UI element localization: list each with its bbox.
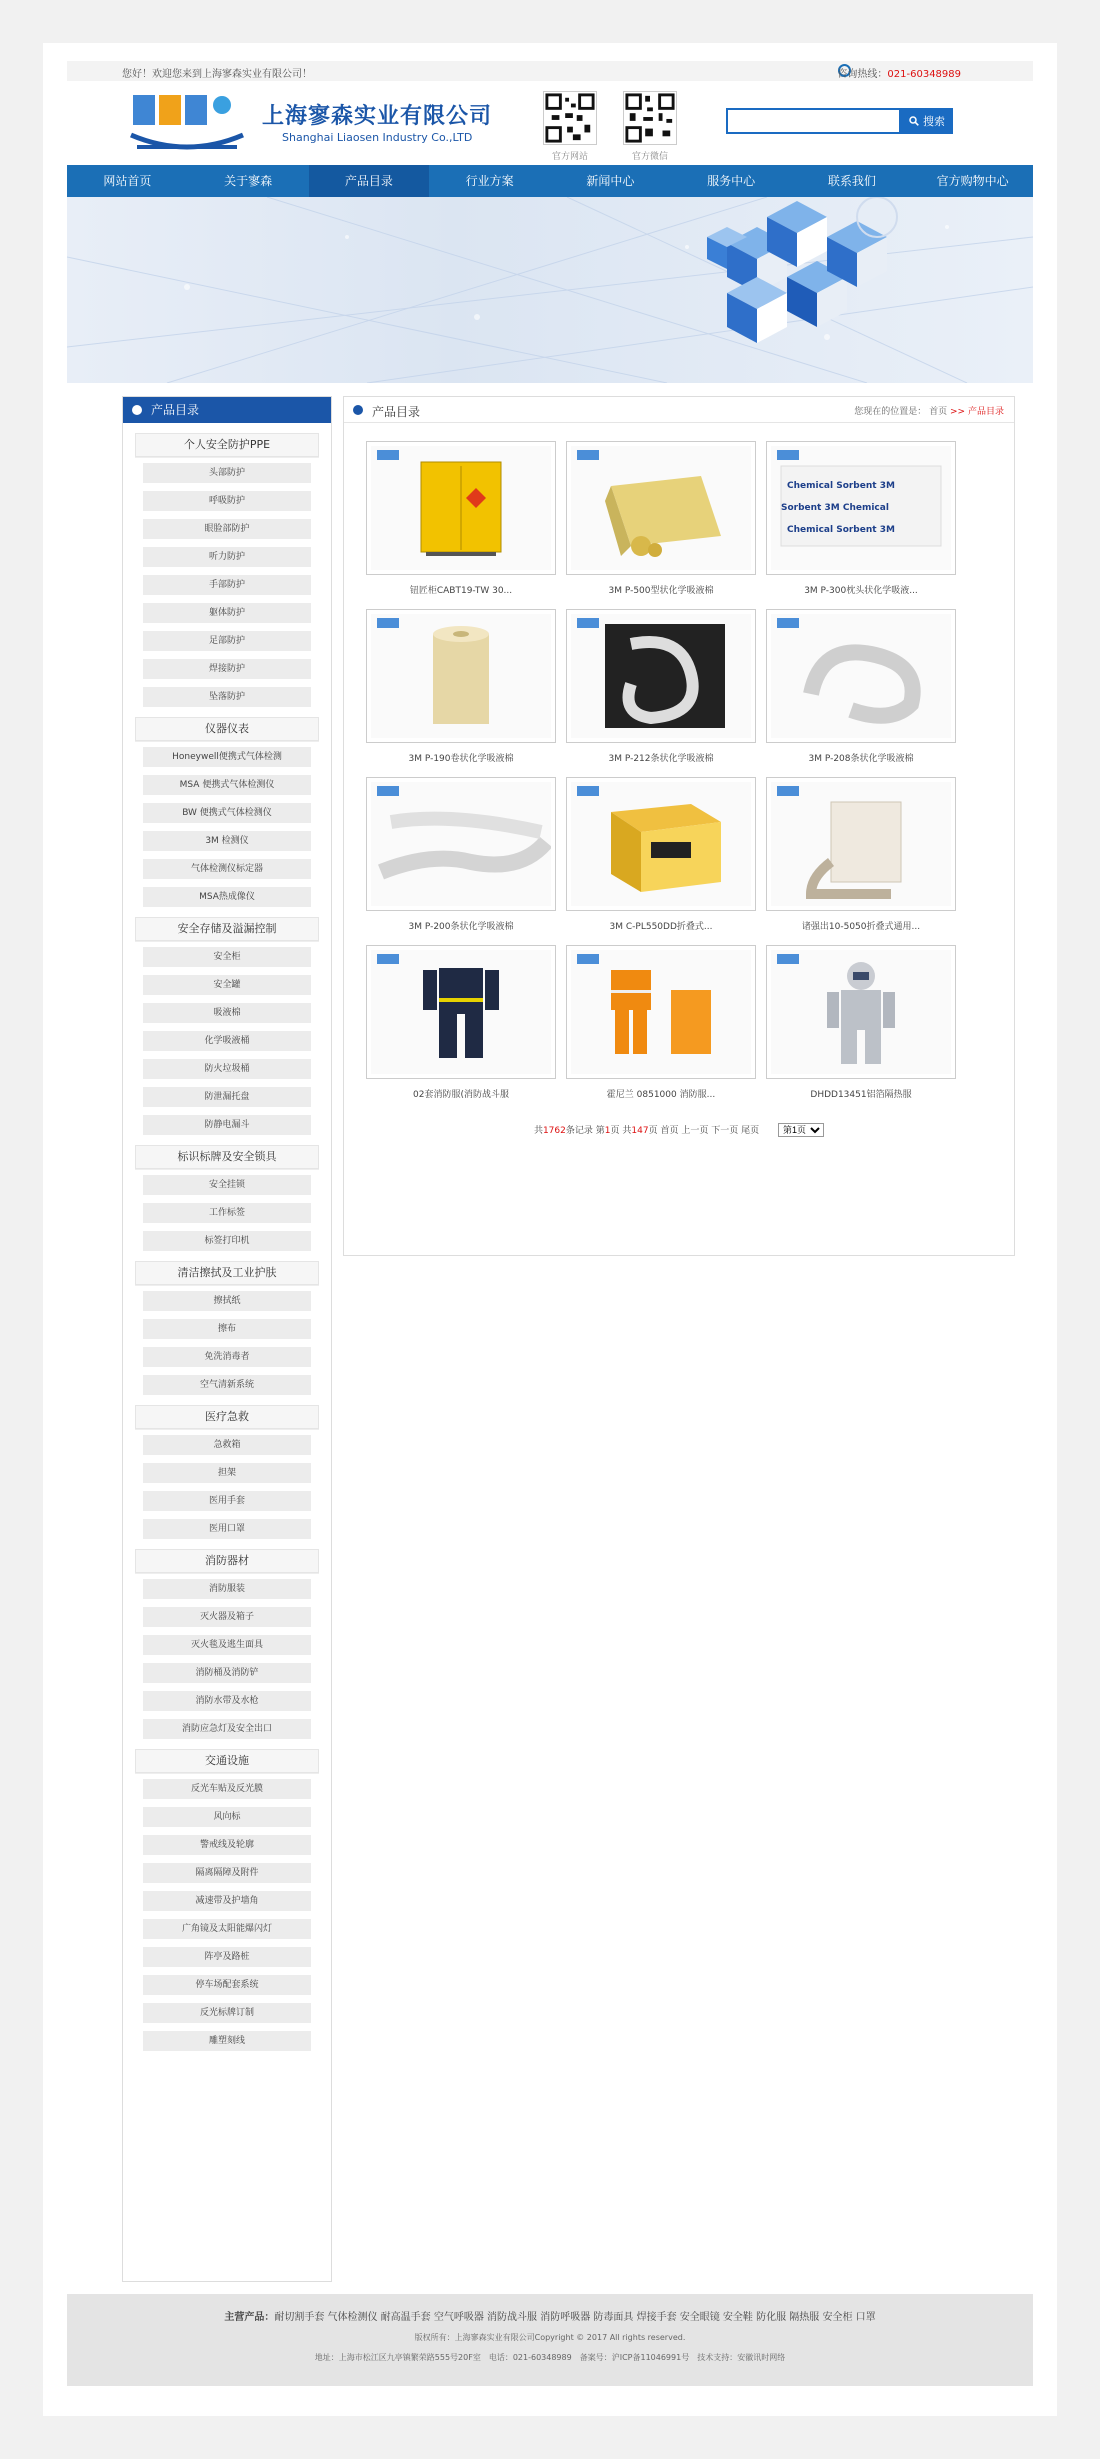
footer-copyright: 版权所有：上海寥森实业有限公司Copyright © 2017 All rights reserved.: [414, 2333, 686, 2342]
footer-products-label: 主营产品：: [224, 2312, 275, 2323]
sidebar-item[interactable]: 3M 检测仪: [143, 831, 311, 851]
sidebar-item[interactable]: 急救箱: [143, 1435, 311, 1455]
sidebar-item[interactable]: 安全挂锁: [143, 1175, 311, 1195]
product-caption[interactable]: DHDD13451铝箔隔热服: [810, 1090, 912, 1100]
product-card[interactable]: [366, 777, 556, 932]
pager-text: 条记录: [565, 1126, 593, 1136]
banner: [67, 197, 1033, 383]
product-illustration: [571, 446, 751, 570]
product-image-inner: [371, 446, 551, 570]
product-card[interactable]: [766, 609, 956, 764]
sidebar-item[interactable]: 躯体防护: [143, 603, 311, 623]
sidebar-item[interactable]: 隔离隔障及附件: [143, 1863, 311, 1883]
product-caption[interactable]: 3M P-300枕头状化学吸液...: [804, 586, 918, 596]
sidebar-item[interactable]: 手部防护: [143, 575, 311, 595]
product-card[interactable]: [566, 609, 756, 764]
nav-item[interactable]: 网站首页: [103, 174, 152, 188]
product-illustration: [771, 950, 951, 1074]
product-image-inner: [571, 614, 751, 738]
product-illustration: [571, 782, 751, 906]
sidebar-category[interactable]: 消防器材: [135, 1549, 319, 1573]
product-image[interactable]: [766, 441, 956, 575]
page: [43, 43, 1057, 2416]
product-image-inner: [771, 614, 951, 738]
sidebar-item[interactable]: MSA 便携式气体检测仪: [143, 775, 311, 795]
product-caption[interactable]: 霍尼兰 0851000 消防服...: [606, 1090, 716, 1100]
sidebar-item[interactable]: 焊接防护: [143, 659, 311, 679]
product-caption[interactable]: 3M P-212条状化学吸液棉: [608, 754, 714, 764]
sidebar-list: [123, 433, 331, 2051]
sidebar-category[interactable]: 交通设施: [135, 1749, 319, 1773]
product-image[interactable]: [566, 777, 756, 911]
product-image[interactable]: [566, 441, 756, 575]
pager-next-link[interactable]: 下一页: [711, 1126, 739, 1136]
sidebar-item[interactable]: 担架: [143, 1463, 311, 1483]
nav-item[interactable]: 官方购物中心: [936, 174, 1009, 188]
watermark-logo-icon: [377, 450, 402, 460]
pager-first-link[interactable]: 首页: [660, 1126, 679, 1136]
product-image-inner: [371, 782, 551, 906]
product-image[interactable]: [366, 945, 556, 1079]
search-button-label: 搜索: [923, 116, 945, 128]
sidebar-item[interactable]: 反光车贴及反光膜: [143, 1779, 311, 1799]
watermark-logo-icon: [377, 786, 402, 796]
sidebar-item[interactable]: 防泄漏托盘: [143, 1087, 311, 1107]
pager-total-pages: 147: [631, 1126, 649, 1136]
sidebar-item[interactable]: MSA热成像仪: [143, 887, 311, 907]
hotline-label: 咨询热线：: [837, 69, 888, 80]
breadcrumb-current: 产品目录: [967, 407, 1004, 417]
product-image[interactable]: [766, 609, 956, 743]
pager-current-page: 1: [604, 1126, 611, 1136]
product-illustration: [371, 614, 551, 738]
product-image-inner: [371, 950, 551, 1074]
logo-icon[interactable]: [127, 89, 247, 161]
sidebar-category[interactable]: 清洁擦拭及工业护肤: [135, 1261, 319, 1285]
product-image-inner: [771, 446, 951, 570]
sidebar-item[interactable]: 消防水带及水枪: [143, 1691, 311, 1711]
nav-item[interactable]: 新闻中心: [586, 174, 635, 188]
sidebar-item[interactable]: 工作标签: [143, 1203, 311, 1223]
sidebar-item[interactable]: 停车场配套系统: [143, 1975, 311, 1995]
product-illustration: [371, 950, 551, 1074]
sidebar-item[interactable]: 反光标牌订制: [143, 2003, 311, 2023]
product-card[interactable]: [366, 609, 556, 764]
footer-address: 地址：上海市松江区九亭镇繁荣路555号20F室 电话：021-60348989 备案号：沪ICP备11046991号 技术支持：安徽讯时网络: [314, 2353, 786, 2362]
product-image-inner: [771, 950, 951, 1074]
main-content: [343, 396, 1015, 1256]
nav-item[interactable]: 服务中心: [707, 174, 756, 188]
sidebar-category[interactable]: 仪器仪表: [135, 717, 319, 741]
sidebar-item[interactable]: 防火垃圾桶: [143, 1059, 311, 1079]
qr-code-icon: [623, 91, 677, 145]
product-illustration: [371, 782, 551, 906]
sidebar-item[interactable]: 标签打印机: [143, 1231, 311, 1251]
product-card[interactable]: [766, 945, 956, 1100]
top-bar: [67, 61, 1033, 81]
sidebar-item[interactable]: 足部防护: [143, 631, 311, 651]
pagination: [344, 1123, 1014, 1137]
sidebar-item[interactable]: 灭火器及箱子: [143, 1607, 311, 1627]
product-caption[interactable]: 3M C-PL550DD折叠式...: [609, 922, 713, 932]
product-caption[interactable]: 诸强出10-5050折叠式通用...: [801, 922, 921, 932]
sidebar-item[interactable]: 吸液棉: [143, 1003, 311, 1023]
pager-last-link[interactable]: 尾页: [741, 1126, 760, 1136]
sidebar-category[interactable]: 安全存储及溢漏控制: [135, 917, 319, 941]
sidebar-item[interactable]: 风向标: [143, 1807, 311, 1827]
product-card[interactable]: [766, 441, 956, 596]
watermark-logo-icon: [777, 618, 802, 628]
sidebar-item[interactable]: 安全罐: [143, 975, 311, 995]
sidebar-item[interactable]: 化学吸液桶: [143, 1031, 311, 1051]
sidebar-title: 产品目录: [151, 403, 200, 417]
sidebar-item[interactable]: 广角镜及太阳能爆闪灯: [143, 1919, 311, 1939]
pager-text: 共: [533, 1126, 543, 1136]
product-illustration: [771, 446, 951, 570]
welcome-text: 您好！欢迎您来到上海寥森实业有限公司！: [122, 69, 312, 80]
company-name-en: Shanghai Liaosen Industry Co.,LTD: [282, 131, 473, 144]
watermark-logo-icon: [777, 450, 802, 460]
pager-text: 第: [595, 1126, 605, 1136]
product-card[interactable]: [766, 777, 956, 932]
watermark-logo-icon: [377, 954, 402, 964]
company-name-cn: 上海寥森实业有限公司: [262, 104, 493, 129]
pager-text: 页: [648, 1126, 658, 1136]
sidebar-item[interactable]: 擦布: [143, 1319, 311, 1339]
search-input[interactable]: [726, 108, 901, 134]
footer-products-list[interactable]: 耐切割手套 气体检测仪 耐高温手套 空气呼吸器 消防战斗服 消防呼吸器 防毒面具 焊接手套 安全眼镜 安全鞋 防化服 隔热服 安全柜 口罩: [274, 2312, 876, 2323]
watermark-logo-icon: [577, 450, 602, 460]
category-icon: [353, 405, 363, 415]
product-image-inner: [571, 950, 751, 1074]
sidebar-item[interactable]: Honeywell便携式气体检测: [143, 747, 311, 767]
product-image[interactable]: [366, 609, 556, 743]
watermark-logo-icon: [777, 954, 802, 964]
svg-text:Chemical Sorbent 3M: Chemical Sorbent 3M: [787, 525, 895, 535]
sidebar-category[interactable]: 个人安全防护PPE: [135, 433, 319, 457]
header: [67, 83, 1033, 163]
product-image[interactable]: [566, 945, 756, 1079]
sidebar-item[interactable]: 消防应急灯及安全出口: [143, 1719, 311, 1739]
sidebar-item[interactable]: 听力防护: [143, 547, 311, 567]
sidebar-item[interactable]: 安全柜: [143, 947, 311, 967]
page-select[interactable]: [778, 1123, 824, 1137]
sidebar-item[interactable]: 坠落防护: [143, 687, 311, 707]
product-caption[interactable]: 3M P-208条状化学吸液棉: [808, 754, 914, 764]
sidebar-item[interactable]: 防静电漏斗: [143, 1115, 311, 1135]
sidebar-item[interactable]: 擦拭纸: [143, 1291, 311, 1311]
sidebar-item[interactable]: 免洗消毒者: [143, 1347, 311, 1367]
pager-text: 页: [610, 1126, 620, 1136]
qr-label-wechat: 官方微信: [631, 152, 668, 162]
main-nav: [67, 165, 1033, 197]
product-image[interactable]: [566, 609, 756, 743]
sidebar-item[interactable]: 眼脸部防护: [143, 519, 311, 539]
sidebar-category[interactable]: 标识标牌及安全锁具: [135, 1145, 319, 1169]
product-caption[interactable]: 钮匠柜CABT19-TW 30...: [409, 586, 513, 596]
product-image-inner: [371, 614, 551, 738]
sidebar-item[interactable]: 呼吸防护: [143, 491, 311, 511]
pager-total-records: 1762: [542, 1126, 566, 1136]
search-button[interactable]: [901, 108, 953, 134]
sidebar-category[interactable]: 医疗急救: [135, 1405, 319, 1429]
qr-label-website: 官方网站: [551, 152, 588, 162]
qr-code-icon: [543, 91, 597, 145]
sidebar-item[interactable]: 雕塑刻线: [143, 2031, 311, 2051]
product-illustration: [571, 614, 751, 738]
product-image-inner: [571, 446, 751, 570]
product-card[interactable]: [366, 945, 556, 1100]
watermark-logo-icon: [577, 786, 602, 796]
product-caption[interactable]: 02套消防服(消防战斗服: [413, 1090, 509, 1100]
sidebar-item[interactable]: 减速带及护墙角: [143, 1891, 311, 1911]
product-card[interactable]: [566, 945, 756, 1100]
sidebar-item[interactable]: 灭火毯及逃生面具: [143, 1635, 311, 1655]
main-title: 产品目录: [372, 405, 421, 419]
product-image[interactable]: [366, 777, 556, 911]
product-image-inner: [771, 782, 951, 906]
product-illustration: [371, 446, 551, 570]
footer: [67, 2294, 1033, 2386]
product-image[interactable]: [766, 945, 956, 1079]
pager-text: 共: [622, 1126, 632, 1136]
sidebar-header: [123, 397, 331, 423]
sidebar-item[interactable]: 警戒线及轮廓: [143, 1835, 311, 1855]
hotline: [837, 65, 961, 80]
product-card[interactable]: [366, 441, 556, 596]
breadcrumb-prefix: 您现在的位置是：: [854, 407, 927, 417]
product-illustration: [771, 782, 951, 906]
nav-item[interactable]: 关于寥森: [224, 174, 273, 188]
product-image[interactable]: [366, 441, 556, 575]
product-caption[interactable]: 3M P-200条状化学吸液棉: [408, 922, 514, 932]
footer-products: [67, 2308, 1033, 2323]
product-image-inner: [571, 782, 751, 906]
product-caption[interactable]: 3M P-190卷状化学吸液棉: [408, 754, 514, 764]
category-icon: [132, 405, 142, 415]
breadcrumb: [854, 404, 1004, 417]
sidebar-item[interactable]: 消防桶及消防铲: [143, 1663, 311, 1683]
svg-text:Chemical Sorbent 3M: Chemical Sorbent 3M: [787, 481, 895, 491]
sidebar-item[interactable]: 医用手套: [143, 1491, 311, 1511]
sidebar-item[interactable]: 医用口罩: [143, 1519, 311, 1539]
sidebar-item[interactable]: 阵亭及路桩: [143, 1947, 311, 1967]
nav-item[interactable]: 行业方案: [465, 174, 514, 188]
nav-item[interactable]: 联系我们: [827, 174, 876, 188]
sidebar-item[interactable]: 消防服装: [143, 1579, 311, 1599]
sidebar-item[interactable]: 空气清新系统: [143, 1375, 311, 1395]
sidebar: [122, 396, 332, 2282]
hotline-number: 021-60348989: [887, 69, 961, 80]
nav-item[interactable]: 产品目录: [309, 165, 430, 197]
product-illustration: [771, 614, 951, 738]
sidebar-item[interactable]: 头部防护: [143, 463, 311, 483]
banner-image: [67, 197, 1033, 383]
svg-text:Sorbent 3M Chemical: Sorbent 3M Chemical: [781, 503, 889, 513]
sidebar-item[interactable]: BW 便携式气体检测仪: [143, 803, 311, 823]
product-caption[interactable]: 3M P-500型状化学吸液棉: [608, 586, 714, 596]
product-image[interactable]: [766, 777, 956, 911]
product-illustration: [571, 950, 751, 1074]
watermark-logo-icon: [377, 618, 402, 628]
watermark-logo-icon: [777, 786, 802, 796]
search-icon: [909, 116, 919, 126]
breadcrumb-home[interactable]: 首页: [929, 407, 948, 417]
watermark-logo-icon: [577, 954, 602, 964]
main-header: [344, 397, 1014, 423]
watermark-logo-icon: [577, 618, 602, 628]
breadcrumb-separator: >>: [950, 407, 966, 417]
product-card[interactable]: [566, 777, 756, 932]
product-card[interactable]: [566, 441, 756, 596]
sidebar-item[interactable]: 气体检测仪标定器: [143, 859, 311, 879]
pager-prev-link[interactable]: 上一页: [681, 1126, 709, 1136]
